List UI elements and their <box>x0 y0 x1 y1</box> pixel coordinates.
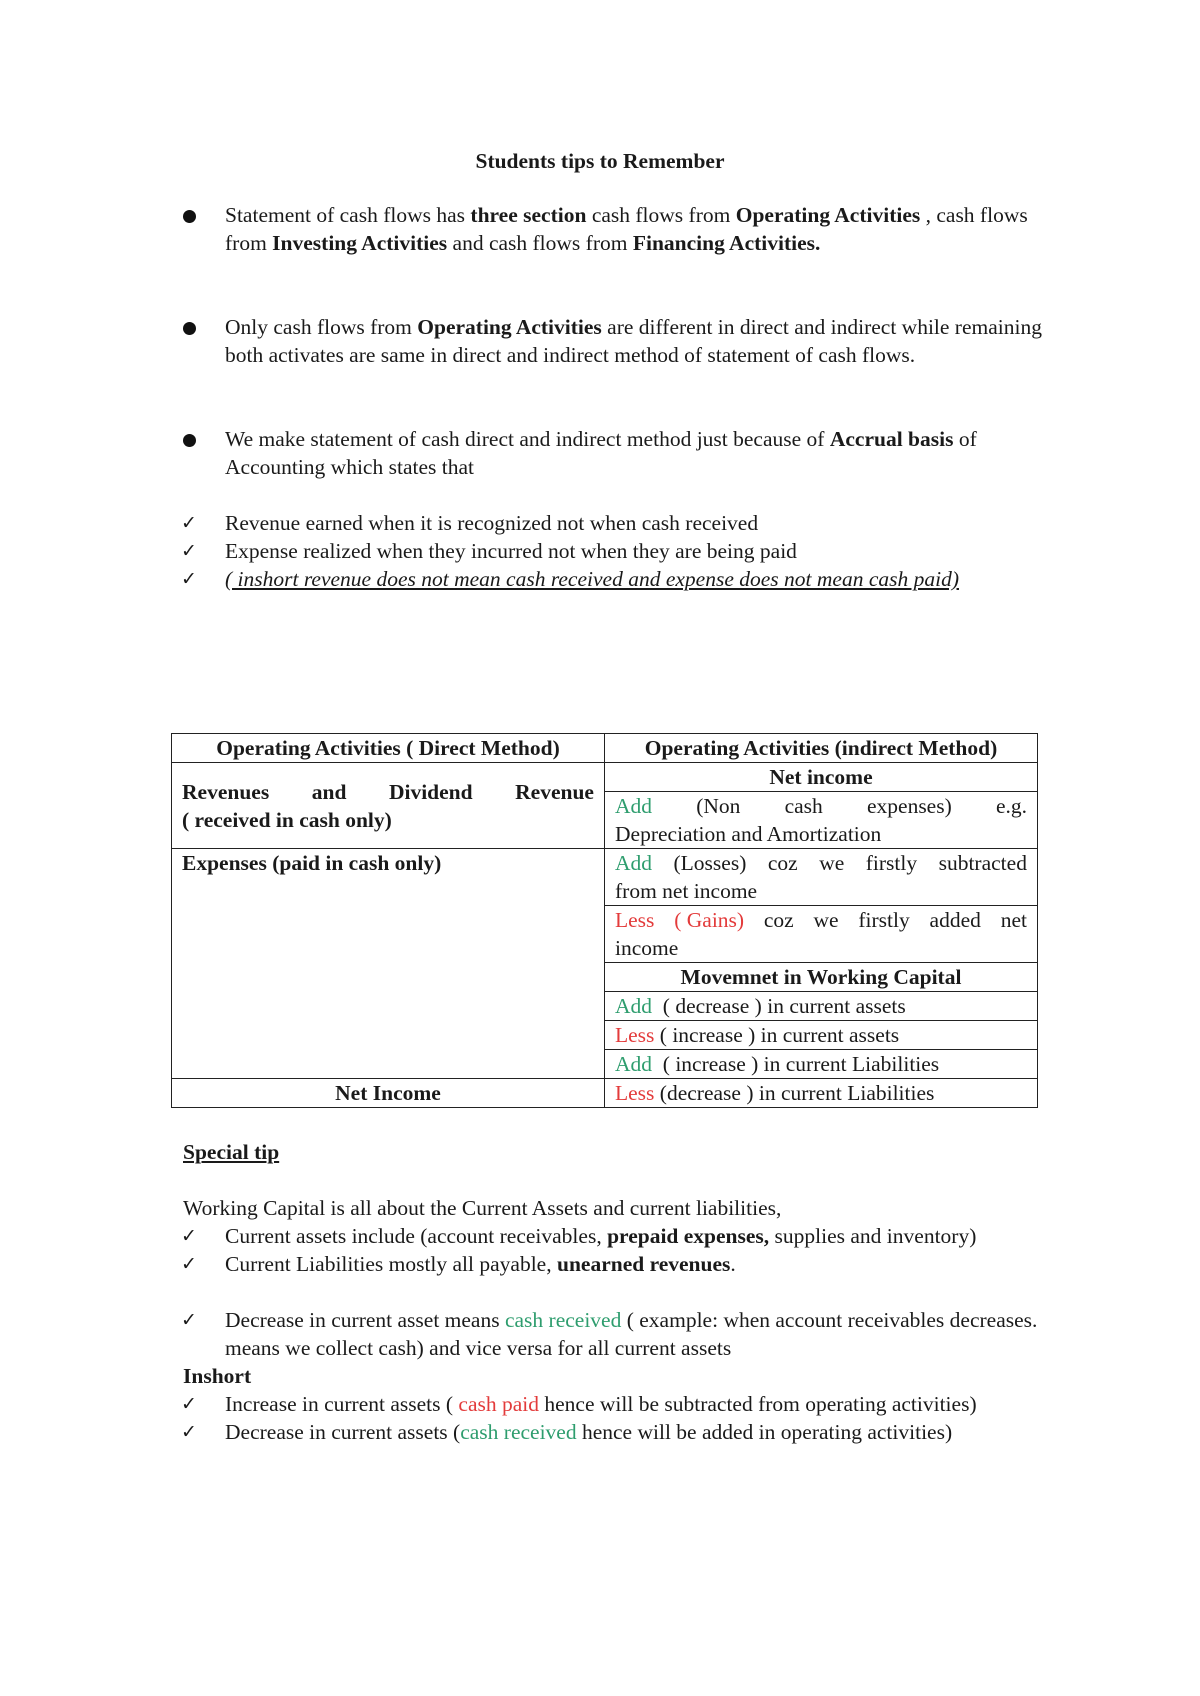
bold-text: Investing Activities <box>272 231 448 255</box>
cell-add-noncash <box>605 792 1038 849</box>
word: and <box>311 779 347 804</box>
bullet-item <box>183 313 1043 369</box>
check-item <box>183 1250 1043 1278</box>
add-keyword: Add <box>615 851 653 875</box>
word: Revenues <box>182 779 270 804</box>
text-run: Statement of cash flows has <box>225 203 471 227</box>
check-text: hence will be subtracted from operating activities) <box>539 1392 977 1416</box>
table-row <box>172 763 1038 792</box>
check-text: . <box>730 1252 736 1276</box>
check-item <box>183 1390 1043 1418</box>
add-noncash-line-2: Depreciation and Amortization <box>615 822 882 846</box>
check-item <box>183 565 1043 593</box>
check-text-bold: prepaid expenses, <box>607 1224 770 1248</box>
less-gains-line <box>615 906 1027 934</box>
check-text: supplies and inventory) <box>769 1224 977 1248</box>
cash-received-label: cash received <box>460 1420 577 1444</box>
word: Dividend <box>388 779 473 804</box>
special-tip-section <box>183 1138 1043 1446</box>
bold-text: Operating Activities <box>735 203 921 227</box>
add-noncash-line <box>615 792 1027 820</box>
word: (Losses) <box>673 851 747 875</box>
checkmark-icon: ✓ <box>181 568 197 590</box>
cell-add-losses <box>605 849 1038 906</box>
word: firstly <box>858 908 910 932</box>
add-keyword: Add <box>615 1052 653 1076</box>
bold-text: Financing Activities. <box>632 231 821 255</box>
word: coz <box>763 908 794 932</box>
header-direct: Operating Activities ( Direct Method) <box>172 734 605 763</box>
less-keyword: Less <box>615 1081 655 1105</box>
check-text: Decrease in current asset means <box>225 1308 505 1332</box>
word: (Non <box>696 794 741 818</box>
header-indirect: Operating Activities (indirect Method) <box>605 734 1038 763</box>
word: coz <box>767 851 798 875</box>
table-row <box>172 1079 1038 1108</box>
bullet-list <box>183 201 1043 257</box>
bullet-dot-icon <box>183 210 196 223</box>
text-run: Only cash flows from <box>225 315 418 339</box>
word: we <box>819 851 845 875</box>
add-keyword: Add <box>615 794 653 818</box>
checkmark-icon: ✓ <box>181 1421 197 1443</box>
check-text: ( inshort revenue does not mean cash received and expense does not mean cash paid) <box>225 567 959 591</box>
bold-text: Accrual basis <box>829 427 954 451</box>
check-text: Current assets include (account receivables, <box>225 1224 608 1248</box>
special-intro: Working Capital is all about the Current Assets and current liabilities, <box>183 1196 782 1220</box>
add-losses-line <box>615 849 1027 877</box>
cell-net-income-head: Net income <box>605 763 1038 792</box>
cell-less-gains <box>605 906 1038 963</box>
check-item <box>183 509 1043 537</box>
checkmark-icon: ✓ <box>181 512 197 534</box>
word: cash <box>784 794 823 818</box>
wc-text: (decrease ) in current Liabilities <box>654 1081 935 1105</box>
word: subtracted <box>938 851 1027 875</box>
checkmark-icon: ✓ <box>181 1393 197 1415</box>
accrual-check-list <box>183 509 1043 593</box>
gains-label: ( Gains) <box>674 908 745 932</box>
word: Revenue <box>515 779 594 804</box>
less-gains-line-2: income <box>615 936 679 960</box>
word: added <box>929 908 981 932</box>
special-tip-heading: Special tip <box>183 1140 280 1164</box>
cell-wc-3 <box>605 1050 1038 1079</box>
wc-text: ( decrease ) in current assets <box>652 994 906 1018</box>
bullet-dot-icon <box>183 434 196 447</box>
bullet-text <box>225 203 1028 255</box>
check-text: hence will be added in operating activities) <box>576 1420 953 1444</box>
bullet-item <box>183 201 1043 257</box>
add-losses-line-2: from net income <box>615 879 758 903</box>
check-text: ( example: when account receivables decreases. means we collect cash) and vice versa for all current assets <box>225 1308 1038 1360</box>
cell-revenues <box>172 763 605 849</box>
text-run: , cash flows from <box>225 203 1028 255</box>
bullet-text <box>225 315 1042 367</box>
check-text: Current Liabilities mostly all payable, <box>225 1252 557 1276</box>
check-text-bold: unearned revenues <box>556 1252 731 1276</box>
wc-text: ( increase ) in current assets <box>654 1023 900 1047</box>
bullet-list <box>183 425 1043 481</box>
text-run: are different in direct and indirect while remaining both activates are same in direct and indirect method of statement of cash flows. <box>225 315 1042 367</box>
bullet-dot-icon <box>183 322 196 335</box>
table-header-row <box>172 734 1038 763</box>
checkmark-icon: ✓ <box>181 540 197 562</box>
revenues-line-2: ( received in cash only) <box>182 807 392 832</box>
less-keyword: Less <box>615 908 655 932</box>
cash-paid-label: cash paid <box>458 1392 539 1416</box>
bold-text: Operating Activities <box>417 315 602 339</box>
check-text: Expense realized when they incurred not when they are being paid <box>225 539 797 563</box>
bullet-list <box>183 313 1043 369</box>
operating-activities-table <box>171 733 1038 1108</box>
wc-text: ( increase ) in current Liabilities <box>652 1052 940 1076</box>
revenues-line <box>182 778 594 806</box>
check-item <box>183 1222 1043 1250</box>
check-text: Revenue earned when it is recognized not when cash received <box>225 511 759 535</box>
word: expenses) <box>866 794 952 818</box>
text-run: cash flows from <box>586 203 736 227</box>
less-keyword: Less <box>615 1023 655 1047</box>
word: e.g. <box>995 794 1027 818</box>
text-run: of Accounting which states that <box>225 427 977 479</box>
word: net <box>1000 908 1027 932</box>
cell-wc-4 <box>605 1079 1038 1108</box>
text-run: We make statement of cash direct and indirect method just because of <box>225 427 830 451</box>
page-title: Students tips to Remember <box>475 149 725 173</box>
inshort-label: Inshort <box>183 1364 252 1388</box>
word: we <box>813 908 839 932</box>
checkmark-icon: ✓ <box>181 1253 197 1275</box>
bold-text: three section <box>470 203 587 227</box>
cell-expenses: Expenses (paid in cash only) <box>172 849 605 1079</box>
check-text: Increase in current assets ( <box>225 1392 459 1416</box>
cell-wc-1 <box>605 992 1038 1021</box>
cell-working-capital-head: Movemnet in Working Capital <box>605 963 1038 992</box>
text-run: and cash flows from <box>447 231 633 255</box>
checkmark-icon: ✓ <box>181 1225 197 1247</box>
checkmark-icon: ✓ <box>181 1309 197 1331</box>
word: firstly <box>865 851 918 875</box>
bullet-text <box>225 427 977 479</box>
table-row <box>172 849 1038 906</box>
bullet-item <box>183 425 1043 481</box>
check-item <box>183 1418 1043 1446</box>
cell-wc-2 <box>605 1021 1038 1050</box>
add-keyword: Add <box>615 994 653 1018</box>
cash-received-label: cash received <box>504 1308 622 1332</box>
check-item <box>183 1306 1043 1362</box>
check-text: Decrease in current assets ( <box>225 1420 461 1444</box>
check-item <box>183 537 1043 565</box>
cell-net-income-left: Net Income <box>172 1079 605 1108</box>
